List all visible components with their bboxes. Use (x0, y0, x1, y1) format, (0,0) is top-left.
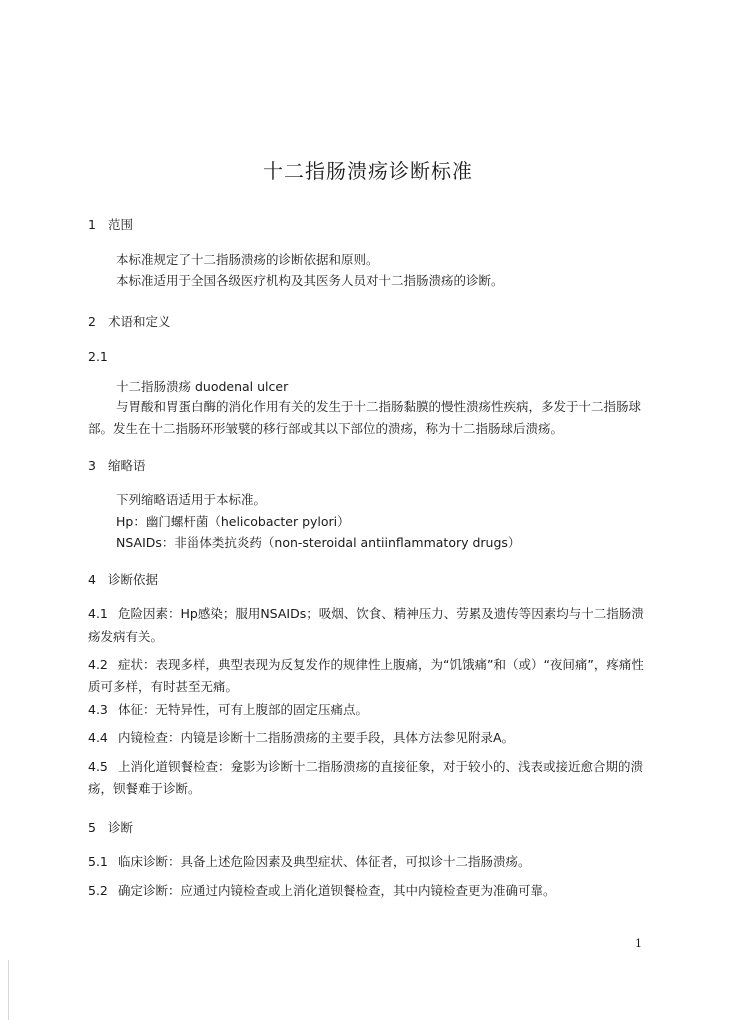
page-number: 1 (635, 937, 642, 950)
section-1-heading (88, 215, 133, 233)
subsection-number: 2.1 (88, 349, 108, 364)
section-title: 缩略语 (108, 458, 146, 473)
definition-line: 部。发生在十二指肠环形皱襞的移行部或其以下部位的溃疡，称为十二指肠球后溃疡。 (88, 421, 564, 436)
section-number: 5 (88, 820, 96, 835)
section-5-heading (88, 818, 133, 836)
abbreviation-nsaids: NSAIDs：非甾体类抗炎药（non-steroidal antiinflammatory drugs） (116, 535, 521, 550)
paragraph: 本标准规定了十二指肠溃疡的诊断依据和原则。 (116, 252, 379, 267)
term: 十二指肠溃疡 duodenal ulcer (116, 379, 289, 394)
scan-artifact (8, 960, 9, 1020)
clause-4-2: 4.2 症状：表现多样，典型表现为反复发作的规律性上腹痛，为“饥饿痛”和（或）“夜间痛”，疼痛性 (88, 657, 644, 672)
section-title: 诊断 (108, 820, 134, 835)
section-number: 2 (88, 314, 96, 329)
section-title: 范围 (108, 217, 134, 232)
page-title: 十二指肠溃疡诊断标准 (263, 159, 473, 183)
abbreviation-hp: Hp：幽门螺杆菌（helicobacter pylori） (116, 514, 350, 529)
clause-4-5: 4.5 上消化道钡餐检查：龛影为诊断十二指肠溃疡的直接征象，对于较小的、浅表或接近愈合期的溃 (88, 759, 644, 774)
paragraph: 本标准适用于全国各级医疗机构及其医务人员对十二指肠溃疡的诊断。 (116, 273, 504, 288)
clause-4-3: 4.3 体征：无特异性，可有上腹部的固定压痛点。 (88, 702, 369, 717)
section-number: 3 (88, 458, 96, 473)
section-2-heading (88, 312, 171, 330)
section-title: 术语和定义 (108, 314, 171, 329)
paragraph: 下列缩略语适用于本标准。 (116, 492, 267, 507)
clause-5-1: 5.1 临床诊断：具备上述危险因素及典型症状、体征者，可拟诊十二指肠溃疡。 (88, 854, 531, 869)
section-3-heading (88, 456, 146, 474)
clause-continuation: 疡，钡餐难于诊断。 (88, 781, 201, 796)
section-title: 诊断依据 (108, 572, 159, 587)
section-4-heading (88, 570, 158, 588)
clause-4-4: 4.4 内镜检查：内镜是诊断十二指肠溃疡的主要手段，具体方法参见附录A。 (88, 730, 515, 745)
section-number: 1 (88, 217, 96, 232)
clause-continuation: 疡发病有关。 (88, 629, 164, 644)
clause-4-1: 4.1 危险因素：Hp感染；服用NSAIDs；吸烟、饮食、精神压力、劳累及遗传等因素均与十二指肠溃 (88, 606, 644, 621)
section-number: 4 (88, 572, 96, 587)
clause-continuation: 质可多样，有时甚至无痛。 (88, 679, 239, 694)
clause-5-2: 5.2 确定诊断：应通过内镜检查或上消化道钡餐检查，其中内镜检查更为准确可靠。 (88, 883, 556, 898)
definition-line: 与胃酸和胃蛋白酶的消化作用有关的发生于十二指肠黏膜的慢性溃疡性疾病，多发于十二指肠球 (116, 399, 642, 414)
